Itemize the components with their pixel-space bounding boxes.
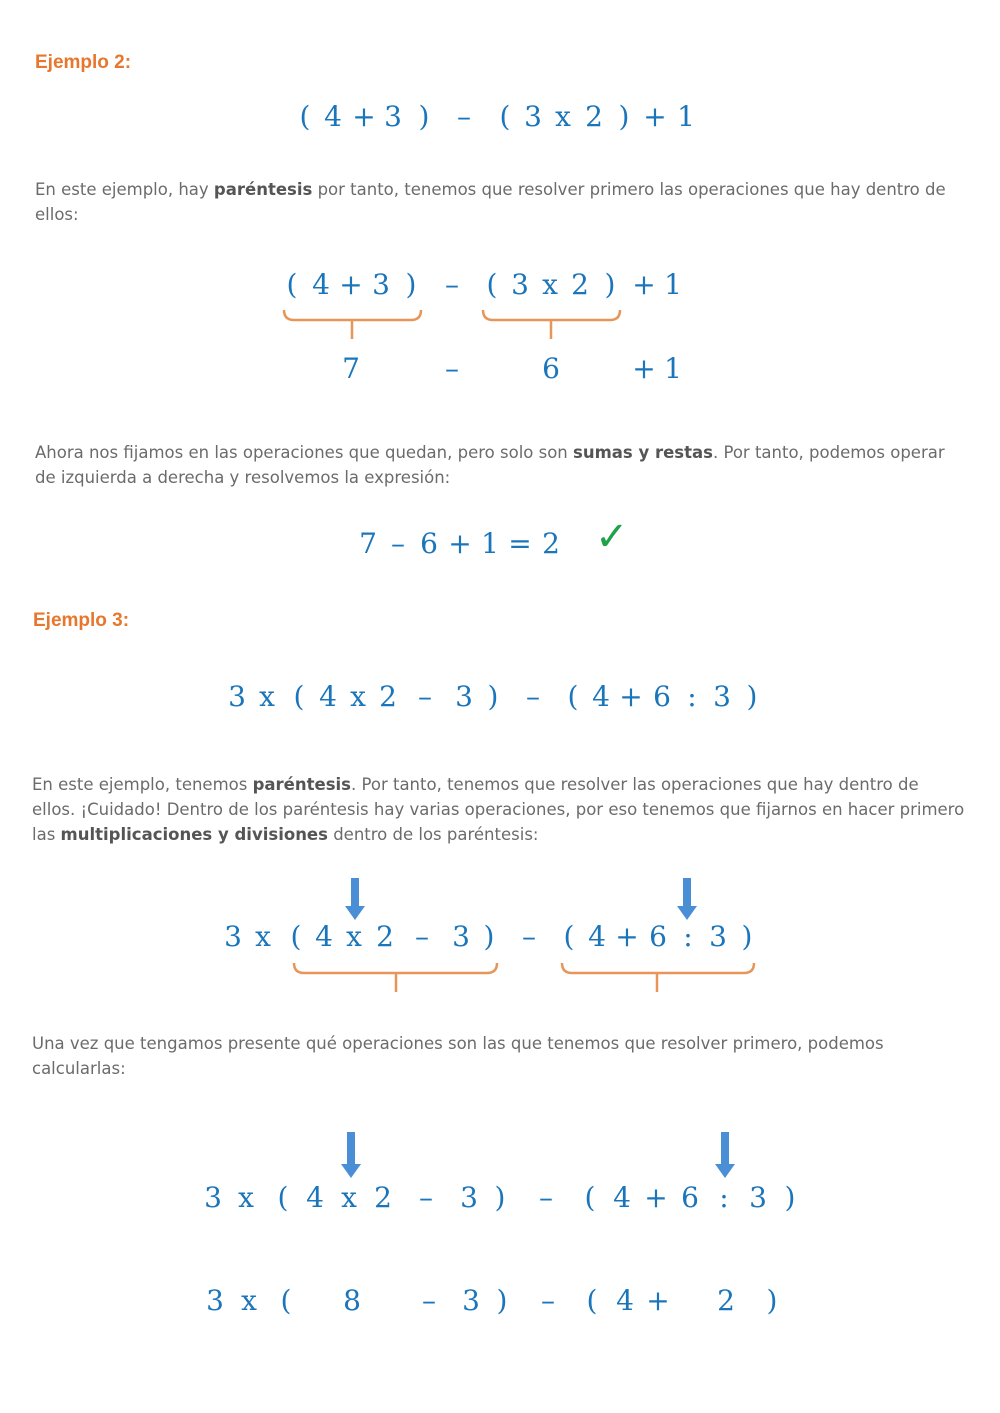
eq-token: 2 bbox=[542, 527, 560, 560]
expr-token: ) bbox=[746, 680, 758, 713]
down-arrow-icon bbox=[719, 1132, 731, 1178]
example-3-diagram-expression bbox=[0, 920, 1000, 960]
expr-token: ( bbox=[567, 680, 579, 713]
expr-token: 6 bbox=[681, 1181, 699, 1214]
expr-token: ( bbox=[584, 1181, 596, 1214]
expr-token: 3 bbox=[224, 920, 242, 953]
expr-token: 6 bbox=[649, 920, 667, 953]
down-arrow-icon bbox=[681, 878, 693, 920]
expr-token: 3 bbox=[713, 680, 731, 713]
brace-left bbox=[284, 310, 421, 339]
expr-token: 3 bbox=[455, 680, 473, 713]
expr-token: + bbox=[615, 920, 639, 953]
expr-token: 3 bbox=[460, 1181, 478, 1214]
expr-token: – bbox=[445, 268, 459, 301]
result-token: 4 bbox=[616, 1284, 634, 1317]
expr-token: 4 bbox=[592, 680, 610, 713]
brace-right bbox=[562, 963, 754, 992]
expr-token: ( bbox=[563, 920, 575, 953]
example-2-diagram-result bbox=[0, 352, 1000, 392]
expr-token: x bbox=[350, 680, 366, 713]
expr-token: 4 bbox=[306, 1181, 324, 1214]
expr-token: 2 bbox=[376, 920, 394, 953]
example-2-diagram-expression bbox=[0, 268, 1000, 308]
result-token: 3 bbox=[206, 1284, 224, 1317]
result-token: ) bbox=[496, 1284, 508, 1317]
expr-token: ) bbox=[494, 1181, 506, 1214]
expr-token: ) bbox=[418, 100, 430, 133]
expr-token: 3 bbox=[372, 268, 390, 301]
result-token: – bbox=[445, 352, 459, 385]
example-3-heading: Ejemplo 3: bbox=[33, 610, 130, 631]
expr-token: – bbox=[418, 680, 432, 713]
result-token: ( bbox=[280, 1284, 292, 1317]
expr-token: – bbox=[539, 1181, 553, 1214]
expr-token: : bbox=[719, 1181, 729, 1214]
expr-token: x bbox=[346, 920, 362, 953]
expr-token: 4 bbox=[315, 920, 333, 953]
expr-token: ( bbox=[286, 268, 298, 301]
expr-token: 3 bbox=[204, 1181, 222, 1214]
example-2-braces bbox=[0, 305, 1000, 345]
result-token: 2 bbox=[717, 1284, 735, 1317]
expr-token: x bbox=[542, 268, 558, 301]
expr-token: 3 bbox=[384, 100, 402, 133]
example-3-braces bbox=[0, 958, 1000, 998]
result-token: 8 bbox=[343, 1284, 361, 1317]
expr-token: 4 bbox=[312, 268, 330, 301]
expr-token: 3 bbox=[511, 268, 529, 301]
expr-token: + bbox=[632, 268, 656, 301]
expr-token: x bbox=[238, 1181, 254, 1214]
expr-token: 3 bbox=[749, 1181, 767, 1214]
expr-token: ( bbox=[277, 1181, 289, 1214]
result-token: 7 bbox=[342, 352, 360, 385]
expr-token: 6 bbox=[653, 680, 671, 713]
expr-token: – bbox=[457, 100, 471, 133]
expr-token: – bbox=[415, 920, 429, 953]
expr-token: 2 bbox=[379, 680, 397, 713]
result-token: 6 bbox=[542, 352, 560, 385]
brace-right bbox=[483, 310, 620, 339]
checkmark-icon: ✓ bbox=[595, 514, 629, 560]
brace-left bbox=[294, 963, 497, 992]
eq-token: + bbox=[448, 527, 472, 560]
expr-token: 4 bbox=[319, 680, 337, 713]
example-2-paragraph-2: Ahora nos fijamos en las operaciones que quedan, pero solo son sumas y restas. Por tanto, podemos operar de izquierda a derecha y resolvemos la expresión: bbox=[35, 443, 945, 487]
expr-token: ) bbox=[483, 920, 495, 953]
expr-token: + bbox=[339, 268, 363, 301]
example-3-paragraph-1: En este ejemplo, tenemos paréntesis. Por tanto, tenemos que resolver las operaciones que hay dentro de ellos. ¡Cuidado! Dentro de los paréntesis hay varias operaciones, por eso tenemos que fijarnos en hacer primero las multiplicaciones y divisiones dentro de los paréntesis: bbox=[32, 775, 965, 844]
example-2-expression bbox=[0, 100, 1000, 140]
expr-token: 4 bbox=[588, 920, 606, 953]
expr-token: 3 bbox=[228, 680, 246, 713]
eq-token: = bbox=[508, 527, 532, 560]
example-2-final-equation bbox=[0, 527, 1000, 571]
expr-token: ) bbox=[741, 920, 753, 953]
expr-token: ) bbox=[487, 680, 499, 713]
expr-token: ) bbox=[604, 268, 616, 301]
result-token: + bbox=[632, 352, 656, 385]
eq-token: 7 bbox=[359, 527, 377, 560]
eq-token: 1 bbox=[481, 527, 499, 560]
result-token: – bbox=[422, 1284, 436, 1317]
expr-token: ) bbox=[618, 100, 630, 133]
expr-token: : bbox=[687, 680, 697, 713]
example-2-paragraph-1: En este ejemplo, hay paréntesis por tanto, tenemos que resolver primero las operaciones que hay dentro de ellos: bbox=[35, 180, 946, 224]
expr-token: – bbox=[522, 920, 536, 953]
expr-token: x bbox=[259, 680, 275, 713]
eq-token: 6 bbox=[420, 527, 438, 560]
expr-token: ( bbox=[293, 680, 305, 713]
down-arrow-icon bbox=[345, 1132, 357, 1178]
result-token: ( bbox=[586, 1284, 598, 1317]
expr-token: x bbox=[341, 1181, 357, 1214]
expr-token: ( bbox=[499, 100, 511, 133]
down-arrow-icon bbox=[349, 878, 361, 920]
expr-token: ) bbox=[405, 268, 417, 301]
example-2-heading: Ejemplo 2: bbox=[35, 52, 132, 73]
expr-token: ( bbox=[299, 100, 311, 133]
expr-token: – bbox=[419, 1181, 433, 1214]
result-token: – bbox=[541, 1284, 555, 1317]
expr-token: ) bbox=[784, 1181, 796, 1214]
expr-token: 3 bbox=[524, 100, 542, 133]
expr-token: + bbox=[352, 100, 376, 133]
expr-token: 4 bbox=[613, 1181, 631, 1214]
expr-token: 2 bbox=[374, 1181, 392, 1214]
result-token: x bbox=[241, 1284, 257, 1317]
result-token: ) bbox=[766, 1284, 778, 1317]
expr-token: – bbox=[526, 680, 540, 713]
expr-token: x bbox=[555, 100, 571, 133]
result-token: + bbox=[646, 1284, 670, 1317]
expr-token: + bbox=[619, 680, 643, 713]
example-3-calc-result bbox=[0, 1284, 1000, 1324]
expr-token: 1 bbox=[664, 268, 682, 301]
eq-token: – bbox=[391, 527, 405, 560]
result-token: 1 bbox=[664, 352, 682, 385]
expr-token: : bbox=[683, 920, 693, 953]
expr-token: + bbox=[644, 1181, 668, 1214]
expr-token: ( bbox=[486, 268, 498, 301]
example-3-paragraph-2: Una vez que tengamos presente qué operaciones son las que tenemos que resolver primero, podemos calcularlas: bbox=[32, 1034, 884, 1078]
expr-token: 4 bbox=[324, 100, 342, 133]
expr-token: 3 bbox=[452, 920, 470, 953]
expr-token: 2 bbox=[571, 268, 589, 301]
result-token: 3 bbox=[462, 1284, 480, 1317]
expr-token: 2 bbox=[585, 100, 603, 133]
example-3-expression bbox=[0, 680, 1000, 720]
example-3-calc-expression bbox=[0, 1181, 1000, 1221]
expr-token: 3 bbox=[709, 920, 727, 953]
expr-token: x bbox=[255, 920, 271, 953]
expr-token: + bbox=[643, 100, 667, 133]
expr-token: 1 bbox=[677, 100, 695, 133]
expr-token: ( bbox=[290, 920, 302, 953]
